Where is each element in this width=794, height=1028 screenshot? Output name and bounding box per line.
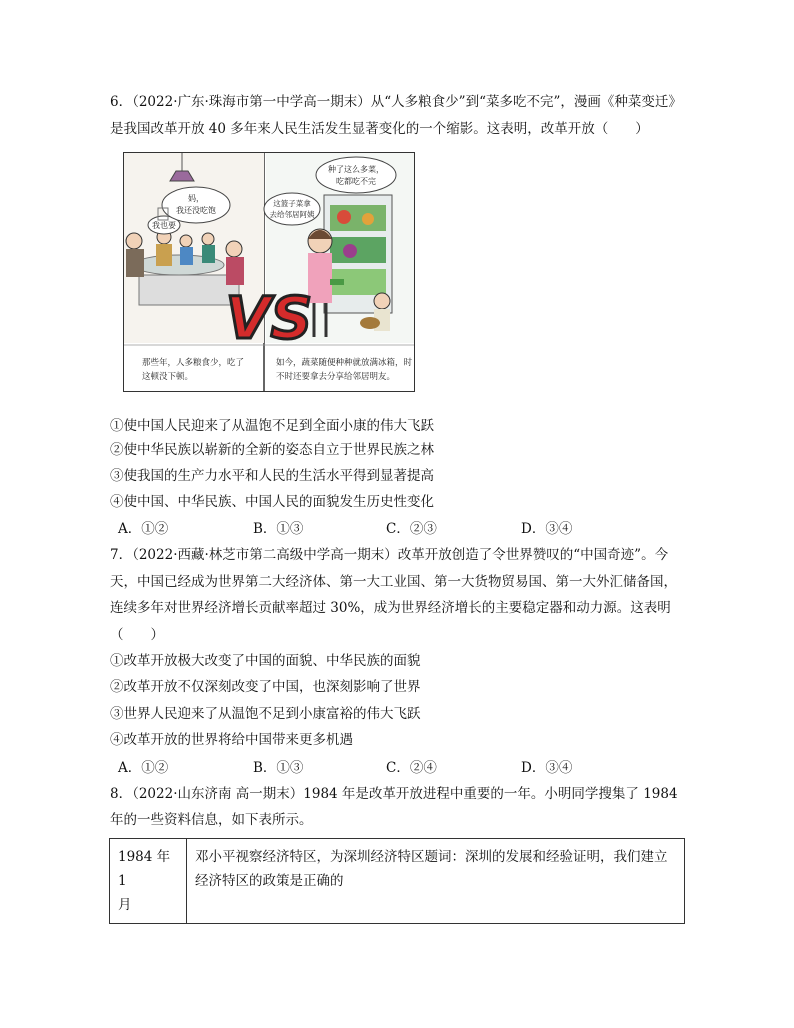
q7-option-a: A．①② [118,760,169,776]
right-caption-2: 不时还要拿去分享给邻居明友。 [276,372,396,382]
q6-item-4: ④使中国、中华民族、中国人民的面貌发生历史性变化 [110,494,434,510]
date-line-1: 1984 年 1 [118,849,171,889]
left-bubble-3: 我还没吃饱 [176,206,216,215]
left-bubble-2: 妈， [188,194,204,203]
q8-stem-line-1: 8．（2022·山东济南 高一期末）1984 年是改革开放进程中重要的一年。小明同学搜集了 1984 [110,786,678,802]
left-caption-2: 这顿没下顿。 [142,372,194,382]
vs-text: VS [225,284,313,352]
q6-cartoon [123,152,415,392]
left-bubble-1: 我也要 [152,221,176,230]
table-cell-event [187,839,685,924]
date-line-2: 月 [118,897,132,913]
q7-option-d: D．③④ [521,760,573,776]
q6-item-3: ③使我国的生产力水平和人民的生活水平得到显著提高 [110,468,434,484]
event-line-1: 邓小平视察经济特区，为深圳经济特区题词：深圳的发展和经验证明，我们建立 [195,849,668,865]
q6-item-2: ②使中华民族以崭新的全新的姿态自立于世界民族之林 [110,442,434,458]
q7-option-c: C．②④ [386,760,437,776]
q8-source-table [109,838,685,924]
right-bubble-a2: 吃都吃不完 [336,177,376,186]
q7-stem-line-1: 7．（2022·西藏·林芝市第二高级中学高一期末）改革开放创造了令世界赞叹的“中国奇迹”。今 [110,547,669,563]
q6-item-1: ①使中国人民迎来了从温饱不足到全面小康的伟大飞跃 [110,418,434,434]
q6-option-c: C．②③ [386,521,437,537]
q7-stem-line-4: （ ） [110,627,164,643]
q6-stem-line-2: 是我国改革开放 40 多年来人民生活发生显著变化的一个缩影。这表明，改革开放（ ） [110,121,649,137]
q7-stem-line-2: 天，中国已经成为世界第二大经济体、第一大工业国、第一大货物贸易国、第一大外汇储备国， [110,574,677,590]
q6-option-b: B．①③ [253,521,304,537]
right-bubble-b2: 去给邻居阿姨 [269,210,315,219]
q6-option-d: D．③④ [521,521,573,537]
q7-option-b: B．①③ [253,760,304,776]
q6-stem-line-1: 6．（2022·广东·珠海市第一中学高一期末）从“人多粮食少”到“菜多吃不完”，漫画《种菜变迁》 [110,94,682,110]
q7-item-1: ①改革开放极大改变了中国的面貌、中华民族的面貌 [110,653,421,669]
q7-item-3: ③世界人民迎来了从温饱不足到小康富裕的伟大飞跃 [110,706,421,722]
table-row [110,839,685,924]
event-line-2: 经济特区的政策是正确的 [195,873,344,889]
vs-logo [226,284,313,352]
left-caption-1: 那些年，人多粮食少，吃了 [142,358,245,368]
q8-stem-line-2: 年的一些资料信息，如下表所示。 [110,812,313,828]
right-bubble-b1: 这篮子菜拿 [273,199,311,208]
q7-item-4: ④改革开放的世界将给中国带来更多机遇 [110,732,353,748]
right-caption-1: 如今，蔬菜随便种种就放满冰箱，时 [276,358,413,368]
q6-option-a: A．①② [118,521,169,537]
table-cell-date [110,839,187,924]
q7-stem-line-3: 连续多年对世界经济增长贡献率超过 30%，成为世界经济增长的主要稳定器和动力源。这表明 [110,600,671,616]
right-bubble-a1: 种了这么多菜， [328,165,384,174]
q7-item-2: ②改革开放不仅深刻改变了中国，也深刻影响了世界 [110,679,421,695]
